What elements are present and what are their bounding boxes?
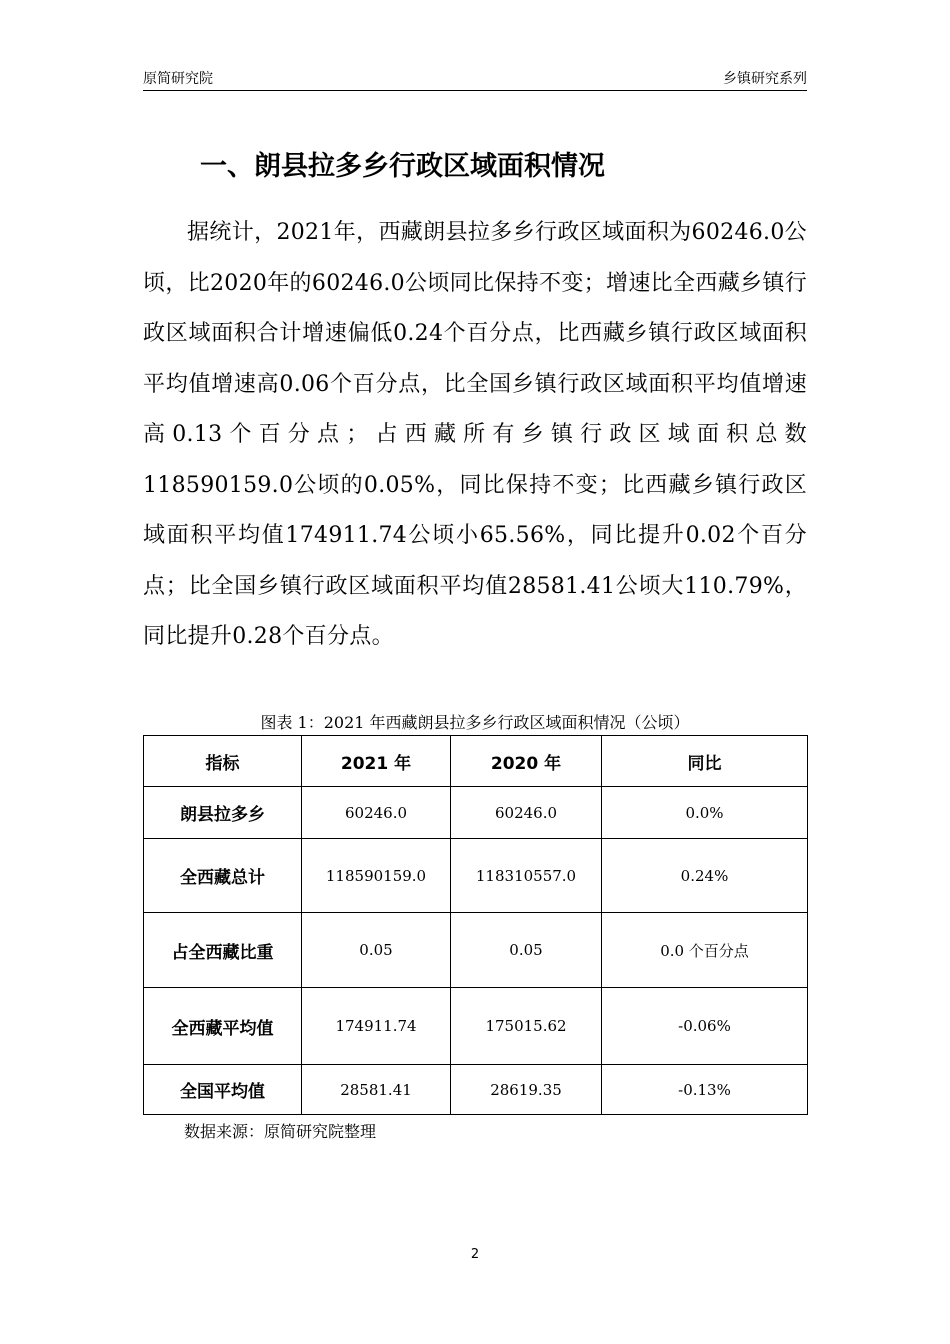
header-2021: 2021 年 <box>302 736 451 787</box>
page-header <box>143 66 807 91</box>
table-row <box>144 1065 808 1115</box>
table-caption: 图表 1：2021 年西藏朗县拉多乡行政区域面积情况（公顷） <box>260 713 690 732</box>
body-paragraph: 据统计，2021年，西藏朗县拉多乡行政区域面积为60246.0公顷，比2020年的60246.0公顷同比保持不变；增速比全西藏乡镇行政区域面积合计增速偏低0.24个百分点，比西藏乡镇行政区域面积平均值增速高0.06个百分点，比全国乡镇行政区域面积平均值增速高0.13个百分点；占西藏所有乡镇行政区域面积总数118590159.0公顷的0.05%，同比保持不变；比西藏乡镇行政区域面积平均值174911.74公顷小65.56%，同比提升0.02个百分点；比全国乡镇行政区域面积平均值28581.41公顷大110.79%，同比提升0.28个百分点。 <box>143 220 807 649</box>
cell-2021: 60246.0 <box>302 787 451 839</box>
row-label: 全西藏总计 <box>144 839 302 913</box>
header-series: 乡镇研究系列 <box>723 71 807 87</box>
row-label: 占全西藏比重 <box>144 913 302 988</box>
table-header-row <box>144 736 808 787</box>
header-yoy: 同比 <box>602 736 808 787</box>
cell-2020: 175015.62 <box>451 988 602 1065</box>
header-indicator: 指标 <box>144 736 302 787</box>
cell-yoy: 0.0 个百分点 <box>602 913 808 988</box>
cell-yoy: 0.0% <box>602 787 808 839</box>
cell-yoy: 0.24% <box>602 839 808 913</box>
cell-2020: 60246.0 <box>451 787 602 839</box>
data-source-note: 数据来源：原简研究院整理 <box>184 1122 377 1141</box>
table-row <box>144 988 808 1065</box>
cell-2021: 174911.74 <box>302 988 451 1065</box>
header-org: 原简研究院 <box>143 71 213 87</box>
page-number: 2 <box>470 1247 480 1262</box>
cell-yoy: -0.13% <box>602 1065 808 1115</box>
cell-2020: 28619.35 <box>451 1065 602 1115</box>
body-text <box>143 208 807 663</box>
row-label: 朗县拉多乡 <box>144 787 302 839</box>
table-row <box>144 839 808 913</box>
table-row <box>144 913 808 988</box>
row-label: 全国平均值 <box>144 1065 302 1115</box>
cell-2021: 28581.41 <box>302 1065 451 1115</box>
cell-2020: 118310557.0 <box>451 839 602 913</box>
cell-2021: 0.05 <box>302 913 451 988</box>
table-row <box>144 787 808 839</box>
data-table <box>143 735 808 1115</box>
cell-yoy: -0.06% <box>602 988 808 1065</box>
header-2020: 2020 年 <box>451 736 602 787</box>
row-label: 全西藏平均值 <box>144 988 302 1065</box>
cell-2020: 0.05 <box>451 913 602 988</box>
section-title: 一、朗县拉多乡行政区域面积情况 <box>200 151 605 182</box>
cell-2021: 118590159.0 <box>302 839 451 913</box>
